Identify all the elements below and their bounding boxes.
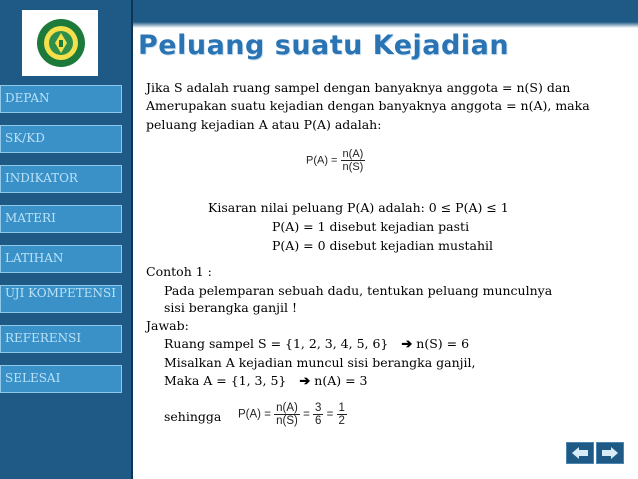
result-formula — [238, 402, 347, 427]
arrow-left-icon — [571, 446, 589, 460]
nav-uji-kompetensi-label: UJI KOMPETENSI — [5, 286, 116, 300]
result-fraction-2 — [313, 402, 323, 427]
next-slide-button[interactable] — [596, 442, 624, 464]
result-numerator-1: n(A) — [276, 402, 298, 414]
nav-uji-kompetensi[interactable] — [0, 285, 122, 313]
formula-denominator: n(S) — [342, 161, 364, 173]
nav-materi-label: MATERI — [5, 211, 56, 225]
event-set-text: Maka A = {1, 3, 5} — [164, 373, 287, 388]
nav-materi[interactable] — [0, 205, 122, 233]
equals-sign: = — [303, 408, 310, 421]
nav-depan[interactable] — [0, 85, 122, 113]
sehingga-text: sehingga — [164, 409, 222, 424]
arrow-right-icon — [601, 446, 619, 460]
result-denominator-3: 2 — [338, 415, 345, 427]
nav-referensi-label: REFERENSI — [5, 331, 82, 345]
equals-sign: = — [326, 408, 334, 421]
sidebar — [0, 0, 133, 479]
nav-depan-label: DEPAN — [5, 91, 50, 105]
sample-space-count: n(S) = 6 — [416, 336, 470, 351]
result-denominator-1: n(S) — [276, 415, 298, 427]
nav-selesai[interactable] — [0, 365, 122, 393]
page-title: Peluang suatu Kejadian — [138, 30, 510, 61]
nav-latihan[interactable] — [0, 245, 122, 273]
example-question-2: sisi berangka ganjil ! — [164, 300, 298, 315]
answer-line-2: Misalkan A kejadian muncul sisi berangka ganjil, — [164, 355, 476, 370]
certain-event-text: P(A) = 1 disebut kejadian pasti — [272, 219, 470, 234]
result-fraction-3 — [337, 402, 347, 427]
intro-line-1: Jika S adalah ruang sampel dengan banyaknya anggota = n(S) dan — [146, 80, 571, 95]
impossible-event-text: P(A) = 0 disebut kejadian mustahil — [272, 238, 494, 253]
nav-sk-kd[interactable] — [0, 125, 122, 153]
school-logo — [36, 18, 86, 68]
nav-referensi[interactable] — [0, 325, 122, 353]
example-question-1: Pada pelemparan sebuah dadu, tentukan peluang munculnya — [164, 283, 553, 298]
formula-lhs: P(A) = — [306, 154, 338, 167]
example-heading: Contoh 1 : — [146, 264, 212, 279]
sample-space-text: Ruang sampel S = {1, 2, 3, 4, 5, 6} — [164, 336, 389, 351]
range-text: Kisaran nilai peluang P(A) adalah: 0 ≤ P(A) ≤ 1 — [208, 200, 509, 215]
result-numerator-3: 1 — [338, 402, 345, 414]
result-lhs: P(A) = — [238, 408, 271, 421]
top-band — [133, 0, 638, 22]
result-fraction-1 — [274, 402, 300, 427]
answer-heading: Jawab: — [146, 318, 189, 333]
result-denominator-2: 6 — [314, 415, 322, 427]
formula-numerator: n(A) — [342, 148, 364, 160]
answer-line-1 — [164, 336, 469, 352]
nav-sk-kd-label: SK/KD — [5, 131, 45, 145]
right-arrow-icon: ➔ — [290, 374, 311, 389]
formula-fraction — [341, 148, 366, 173]
intro-line-2: Amerupakan suatu kejadian dengan banyaknya anggota = n(A), maka — [146, 98, 590, 113]
event-count: n(A) = 3 — [314, 373, 368, 388]
nav-indikator[interactable] — [0, 165, 122, 193]
right-arrow-icon: ➔ — [392, 337, 413, 352]
answer-line-3 — [164, 373, 368, 389]
nav-indikator-label: INDIKATOR — [5, 171, 78, 185]
nav-latihan-label: LATIHAN — [5, 251, 64, 265]
nav-selesai-label: SELESAI — [5, 371, 61, 385]
previous-slide-button[interactable] — [566, 442, 594, 464]
intro-line-3: peluang kejadian A atau P(A) adalah: — [146, 117, 382, 132]
logo-container — [22, 10, 98, 76]
result-numerator-2: 3 — [314, 402, 322, 414]
peluang-formula — [306, 148, 365, 173]
